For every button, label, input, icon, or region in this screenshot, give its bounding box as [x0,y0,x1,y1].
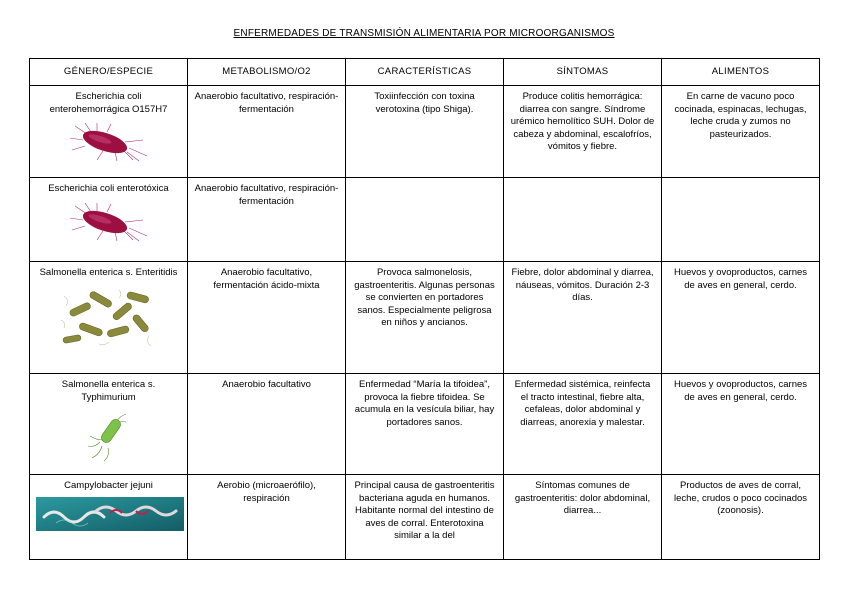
table-row [30,475,820,560]
header-alimentos: ALIMENTOS [662,59,820,86]
cell-genero [30,86,188,178]
cell-genero [30,374,188,475]
cell-sintomas: Enfermedad sistémica, reinfecta el tracto intestinal, fiebre alta, cefaleas, dolor abdominal y diarreas, anorexia y malestar. [504,374,662,475]
salmonella-bacteria-image [59,286,159,352]
cell-sintomas: Produce colitis hemorrágica: diarrea con sangre. Síndrome urémico hemolítico SUH. Dolor de cabeza y abdominal, escalofríos, vómitos y fiebre. [504,86,662,178]
cell-metabolismo: Aerobio (microaerófilo), respiración [188,475,346,560]
header-sintomas: SÍNTOMAS [504,59,662,86]
cell-metabolismo: Anaerobio facultativo [188,374,346,475]
genero-text: Salmonella enterica s. Enteritidis [39,267,178,278]
genero-text: Salmonella enterica s. Typhimurium [61,379,156,403]
header-genero: GÉNERO/ESPECIE [30,59,188,86]
typhimurium-bacterium-image [84,410,134,462]
ecoli-bacterium-image [67,202,151,242]
cell-alimentos: Huevos y ovoproductos, carnes de aves en general, cerdo. [662,374,820,475]
cell-metabolismo: Anaerobio facultativo, respiración-fermentación [188,86,346,178]
table-row [30,262,820,374]
cell-caracteristicas: Enfermedad “María la tifoidea”, provoca la fiebre tifoidea. Se acumula en la vesícula biliar, hay portadores sanos. [346,374,504,475]
cell-alimentos: En carne de vacuno poco cocinada, espinacas, lechugas, leche cruda y zumos no pasteurizados. [662,86,820,178]
cell-sintomas [504,178,662,262]
cell-sintomas: Fiebre, dolor abdominal y diarrea, náuseas, vómitos. Duración 2-3 días. [504,262,662,374]
cell-metabolismo: Anaerobio facultativo, fermentación ácido-mixta [188,262,346,374]
header-row [30,59,820,86]
cell-alimentos: Huevos y ovoproductos, carnes de aves en general, cerdo. [662,262,820,374]
header-metabolismo: METABOLISMO/O2 [188,59,346,86]
document-title: ENFERMEDADES DE TRANSMISIÓN ALIMENTARIA POR MICROORGANISMOS [233,28,615,39]
cell-genero [30,475,188,560]
disease-table [29,58,820,560]
cell-caracteristicas: Principal causa de gastroenteritis bacteriana aguda en humanos. Habitante normal del intestino de aves de corral. Enterotoxina similar a la del [346,475,504,560]
header-caracteristicas: CARACTERÍSTICAS [346,59,504,86]
table-row [30,178,820,262]
table-row [30,86,820,178]
ecoli-bacterium-image [67,122,151,162]
cell-caracteristicas: Provoca salmonelosis, gastroenteritis. Algunas personas se convierten en portadores sanos. Especialmente peligrosa en niños y ancianos. [346,262,504,374]
genero-text: Campylobacter jejuni [64,480,153,491]
cell-sintomas: Síntomas comunes de gastroenteritis: dolor abdominal, diarrea... [504,475,662,560]
cell-caracteristicas [346,178,504,262]
cell-caracteristicas: Toxiinfección con toxina verotoxina (tipo Shiga). [346,86,504,178]
cell-genero [30,262,188,374]
cell-alimentos: Productos de aves de corral, leche, crudos o poco cocinados (zoonosis). [662,475,820,560]
cell-alimentos [662,178,820,262]
genero-text: Escherichia coli enterohemorrágica O157H7 [49,91,168,115]
cell-genero [30,178,188,262]
cell-metabolismo: Anaerobio facultativo, respiración-fermentación [188,178,346,262]
table-row [30,374,820,475]
campylobacter-image [36,497,184,531]
genero-text: Escherichia coli enterotóxica [48,183,169,194]
